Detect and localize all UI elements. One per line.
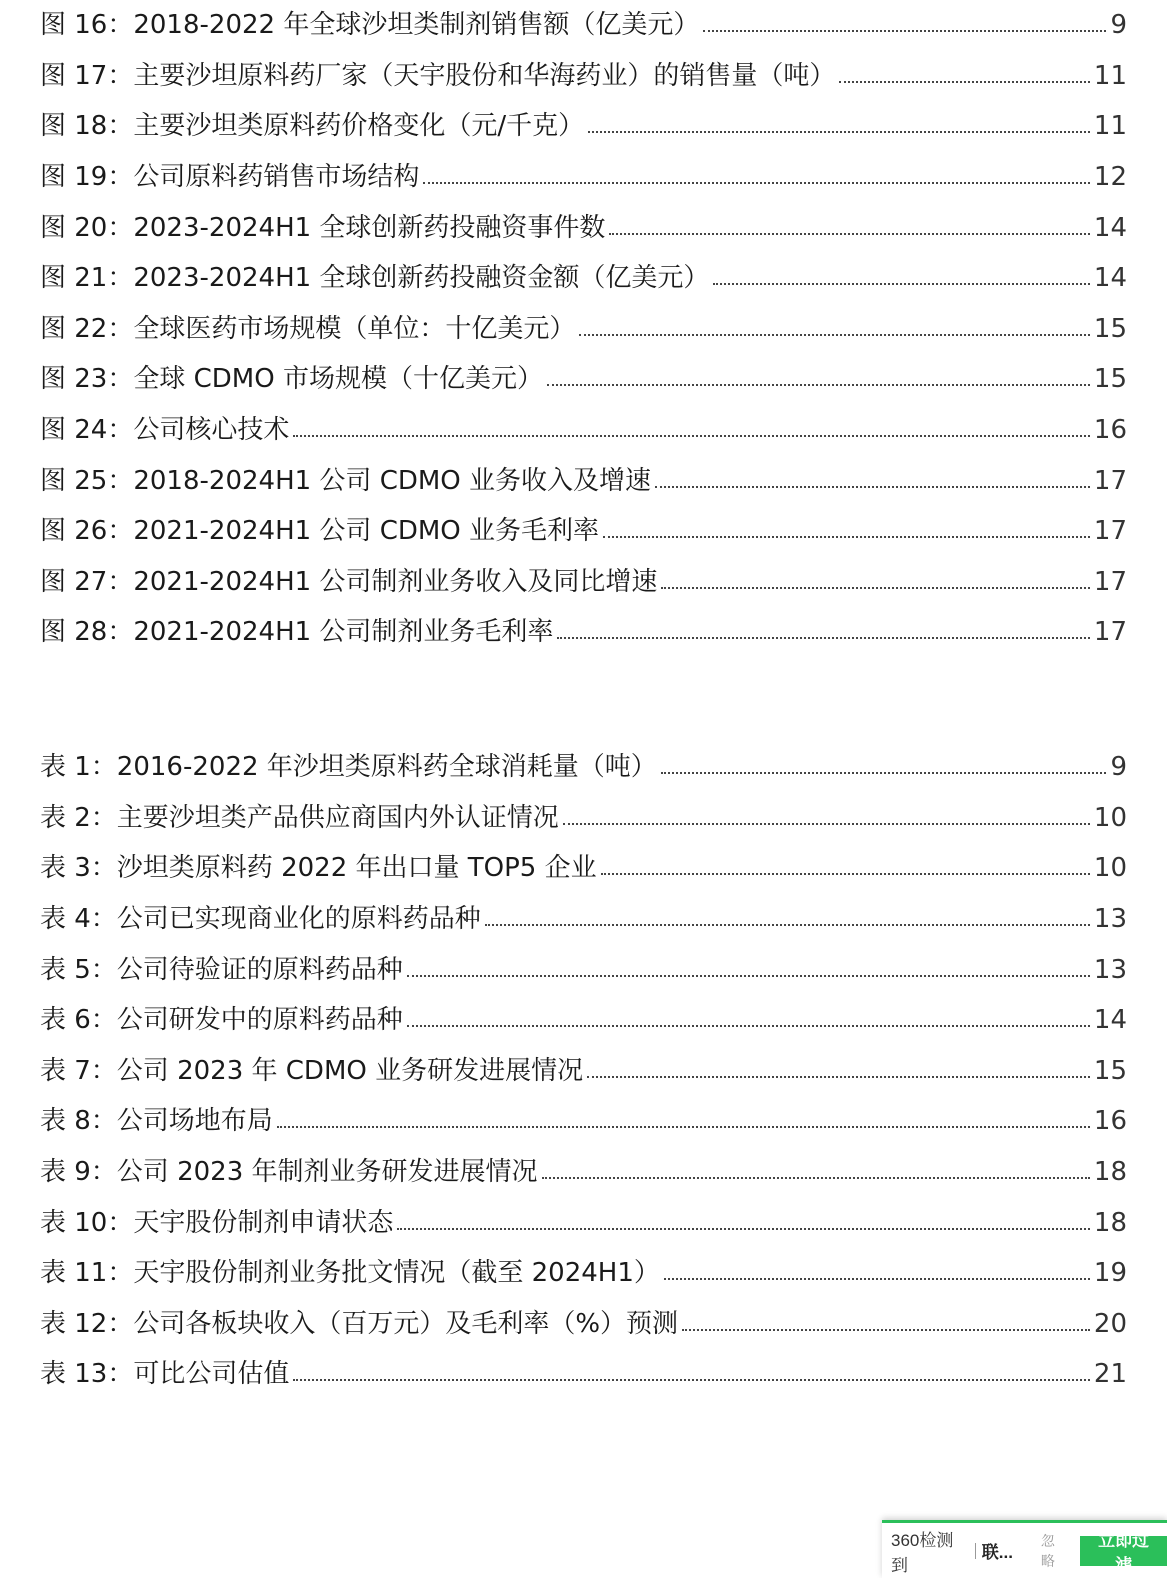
page-number: 19	[1093, 1258, 1127, 1289]
page-number: 12	[1093, 162, 1127, 193]
dot-leader	[563, 823, 1090, 825]
entry-title: 表 4：公司已实现商业化的原料药品种	[40, 904, 481, 935]
toc-entry[interactable]	[40, 51, 1127, 102]
toc-entry[interactable]	[40, 1197, 1127, 1248]
dot-leader	[579, 334, 1090, 336]
toc-entry[interactable]	[40, 843, 1127, 894]
page-number: 18	[1093, 1207, 1127, 1238]
toc-entry[interactable]	[40, 742, 1127, 793]
entry-title: 图 17：主要沙坦原料药厂家（天宇股份和华海药业）的销售量（吨）	[40, 60, 836, 91]
entry-title: 表 5：公司待验证的原料药品种	[40, 954, 403, 985]
page-number: 15	[1093, 364, 1127, 395]
dot-leader	[557, 637, 1089, 639]
entry-title: 图 23：全球 CDMO 市场规模（十亿美元）	[40, 364, 543, 395]
entry-title: 图 16：2018-2022 年全球沙坦类制剂销售额（亿美元）	[40, 10, 700, 41]
entry-title: 表 6：公司研发中的原料药品种	[40, 1005, 403, 1036]
page-number: 10	[1093, 853, 1127, 884]
dot-leader	[655, 486, 1090, 488]
dot-leader	[603, 536, 1090, 538]
popup-ignore-button[interactable]: 忽略	[1040, 1532, 1055, 1569]
dot-leader	[485, 924, 1090, 926]
page-number: 11	[1093, 111, 1127, 142]
dot-leader	[407, 1025, 1090, 1027]
toc-entry[interactable]	[40, 995, 1127, 1046]
toc-entry[interactable]	[40, 0, 1127, 51]
toc-entry[interactable]	[40, 202, 1127, 253]
dot-leader	[587, 1076, 1090, 1078]
entry-title: 表 7：公司 2023 年 CDMO 业务研发进展情况	[40, 1055, 584, 1086]
dot-leader	[664, 1278, 1090, 1280]
page-number: 18	[1093, 1157, 1127, 1188]
entry-title: 图 25：2018-2024H1 公司 CDMO 业务收入及增速	[40, 465, 652, 496]
toc-entry[interactable]	[40, 1248, 1127, 1299]
toc-entry[interactable]	[40, 894, 1127, 945]
page-number: 9	[1110, 752, 1127, 783]
dot-leader	[588, 131, 1090, 133]
toc-entry[interactable]	[40, 354, 1127, 405]
toc-entry[interactable]	[40, 1147, 1127, 1198]
toc-entry[interactable]	[40, 101, 1127, 152]
entry-title: 图 21：2023-2024H1 全球创新药投融资金额（亿美元）	[40, 263, 710, 294]
toc-entry[interactable]	[40, 405, 1127, 456]
page-number: 11	[1093, 60, 1127, 91]
page-number: 14	[1093, 212, 1127, 243]
dot-leader	[397, 1228, 1090, 1230]
dot-leader	[609, 233, 1089, 235]
page-number: 10	[1093, 802, 1127, 833]
popup-detect-text: 360检测到	[891, 1530, 954, 1575]
dot-leader	[601, 873, 1090, 875]
entry-title: 表 11：天宇股份制剂业务批文情况（截至 2024H1）	[40, 1258, 660, 1289]
entry-title: 图 27：2021-2024H1 公司制剂业务收入及同比增速	[40, 566, 658, 597]
entry-title: 表 12：公司各板块收入（百万元）及毛利率（%）预测	[40, 1308, 679, 1339]
table-list	[40, 742, 1127, 1400]
dot-leader	[703, 30, 1106, 32]
page-number: 17	[1093, 617, 1127, 648]
entry-title: 图 22：全球医药市场规模（单位：十亿美元）	[40, 313, 576, 344]
page-number: 9	[1110, 10, 1127, 41]
popup-source-text: 联...	[981, 1543, 1013, 1562]
dot-leader	[293, 1379, 1090, 1381]
page-number: 14	[1093, 263, 1127, 294]
page-number: 17	[1093, 465, 1127, 496]
page-number: 13	[1093, 904, 1127, 935]
page-number: 20	[1093, 1308, 1127, 1339]
page-number: 16	[1093, 415, 1127, 446]
toc-entry[interactable]	[40, 1046, 1127, 1097]
toc-entry[interactable]	[40, 1299, 1127, 1350]
entry-title: 图 19：公司原料药销售市场结构	[40, 162, 420, 193]
entry-title: 表 9：公司 2023 年制剂业务研发进展情况	[40, 1157, 538, 1188]
page-number: 17	[1093, 516, 1127, 547]
dot-leader	[547, 384, 1090, 386]
entry-title: 图 28：2021-2024H1 公司制剂业务毛利率	[40, 617, 554, 648]
toc-entry[interactable]	[40, 506, 1127, 557]
entry-title: 表 3：沙坦类原料药 2022 年出口量 TOP5 企业	[40, 853, 597, 884]
page-number: 15	[1093, 1055, 1127, 1086]
dot-leader	[713, 283, 1089, 285]
entry-title: 图 20：2023-2024H1 全球创新药投融资事件数	[40, 212, 606, 243]
toc-entry[interactable]	[40, 152, 1127, 203]
entry-title: 表 1：2016-2022 年沙坦类原料药全球消耗量（吨）	[40, 752, 657, 783]
entry-title: 表 13：可比公司估值	[40, 1359, 290, 1390]
page-number: 16	[1093, 1106, 1127, 1137]
page-number: 15	[1093, 313, 1127, 344]
entry-title: 图 26：2021-2024H1 公司 CDMO 业务毛利率	[40, 516, 600, 547]
dot-leader	[293, 435, 1090, 437]
page-number: 21	[1093, 1359, 1127, 1390]
toc-entry[interactable]	[40, 455, 1127, 506]
dot-leader	[661, 587, 1089, 589]
entry-title: 图 18：主要沙坦类原料药价格变化（元/千克）	[40, 111, 585, 142]
toc-entry[interactable]	[40, 1349, 1127, 1400]
dot-leader	[661, 772, 1107, 774]
page-number: 13	[1093, 954, 1127, 985]
dot-leader	[277, 1126, 1090, 1128]
toc-entry[interactable]	[40, 793, 1127, 844]
entry-title: 表 10：天宇股份制剂申请状态	[40, 1207, 394, 1238]
toc-entry[interactable]	[40, 304, 1127, 355]
toc-entry[interactable]	[40, 253, 1127, 304]
toc-entry[interactable]	[40, 1096, 1127, 1147]
page-number: 14	[1093, 1005, 1127, 1036]
popup-filter-button[interactable]: 立即过滤	[1080, 1536, 1167, 1566]
entry-title: 图 24：公司核心技术	[40, 415, 290, 446]
dot-leader	[542, 1177, 1090, 1179]
entry-title: 表 2：主要沙坦类产品供应商国内外认证情况	[40, 802, 559, 833]
figure-list	[40, 0, 1127, 658]
page-number: 17	[1093, 566, 1127, 597]
dot-leader	[407, 975, 1090, 977]
dot-leader	[839, 81, 1090, 83]
security-popup	[882, 1520, 1167, 1578]
entry-title: 表 8：公司场地布局	[40, 1106, 273, 1137]
toc-entry[interactable]	[40, 944, 1127, 995]
toc-entry[interactable]	[40, 607, 1127, 658]
popup-divider	[975, 1543, 976, 1559]
dot-leader	[682, 1329, 1090, 1331]
dot-leader	[423, 182, 1090, 184]
toc-entry[interactable]	[40, 557, 1127, 608]
